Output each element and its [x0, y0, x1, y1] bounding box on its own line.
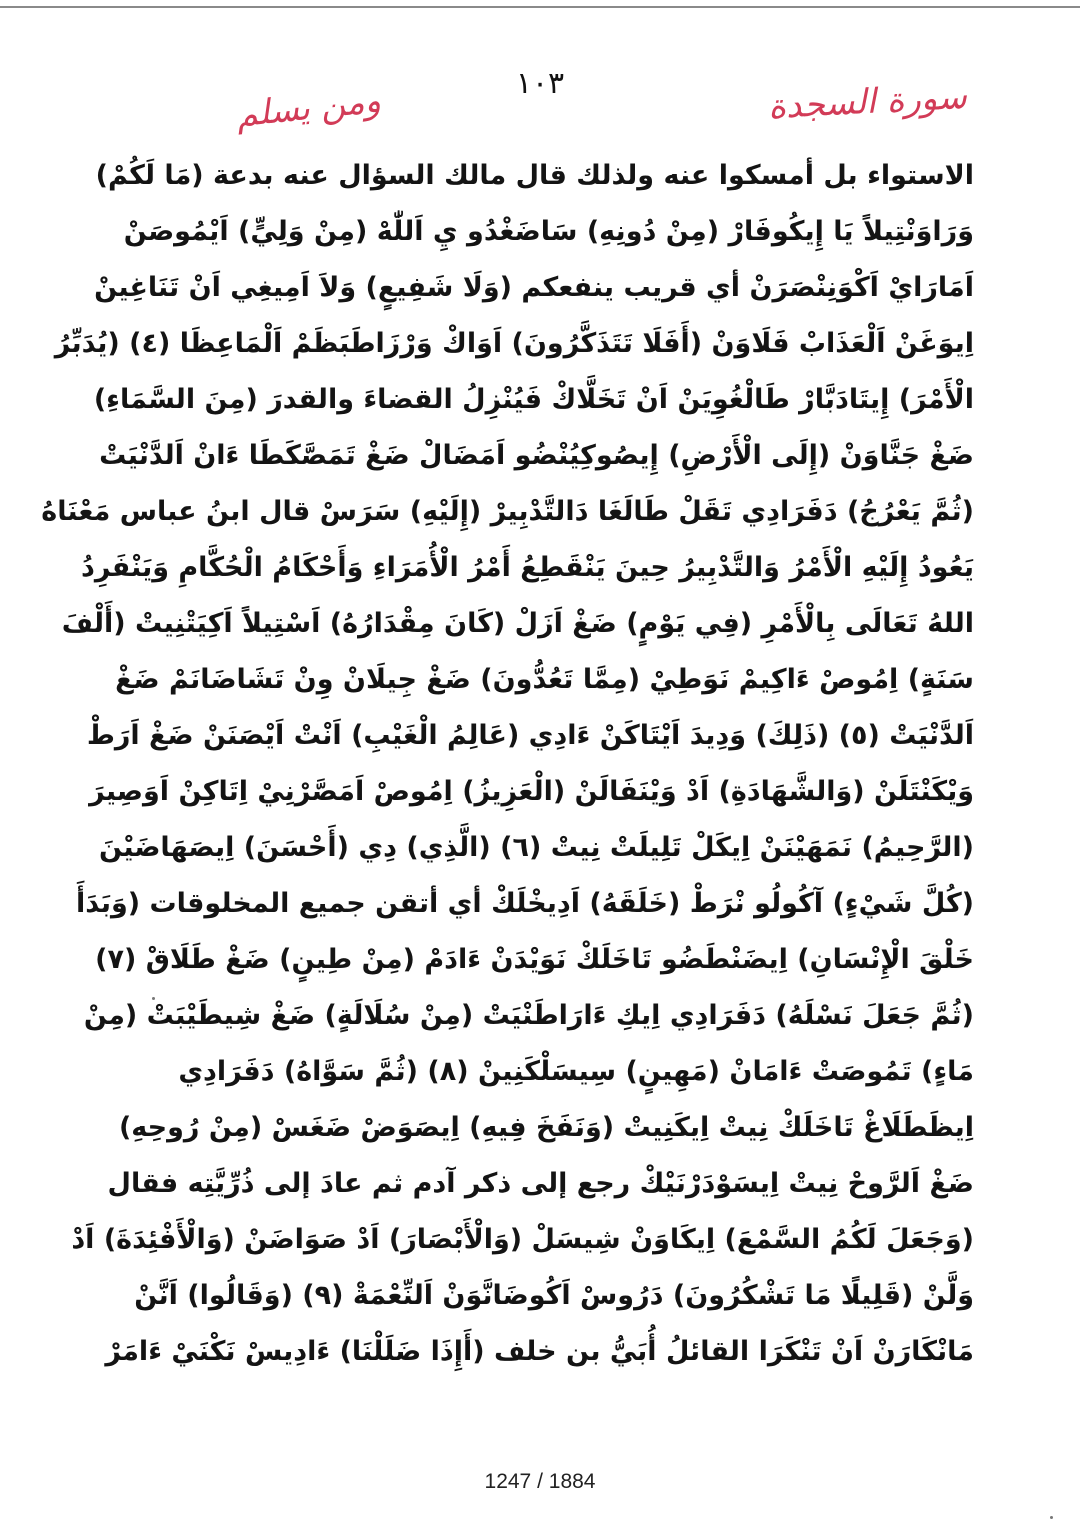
text-line: سَنَةٍ) اِمُوصْ ءَاكِيمْ نَوَطِيْ (مِمَّا تَعُدُّونَ) ضَغْ جِيلَانْ وِنْ تَشَاضَانَمْ ضَغْ	[115, 664, 974, 695]
scan-speck	[1050, 1516, 1053, 1519]
page-number: ١٠٣	[515, 66, 565, 101]
text-line: مَاءٍ) تَمُوصَتْ ءَامَانْ (مَهِينٍ) سِيسَلْكَنِينْ (٨) (ثُمَّ سَوَّاهُ) دَفَرَادِي	[178, 1056, 974, 1087]
text-line: وَلَّنْ (قَلِيلًا مَا تَشْكُرُونَ) دَرُوسْ اَكُوضَانَّوَنْ اَلنِّعْمَةْ (٩) (وَقَالُوا) اَنَّنْ	[134, 1280, 974, 1311]
text-line: وَرَاوَنْتِيلاً يَا إِيكُوفَارْ (مِنْ دُونِهِ) سَاضَغْدُو يِ اَللّٰهْ (مِنْ وَلِيٍّ) اَيْمُوصَنْ	[123, 216, 974, 247]
text-line: يَعُودُ إِلَيْهِ الْأَمْرُ وَالتَّدْبِيرُ حِينَ يَنْقَطِعُ أَمْرُ الْأُمَرَاءِ وَأَحْكَامُ الْحُكَّامِ وَيَنْفَرِدُ	[80, 552, 974, 583]
text-line: (كُلَّ شَيْءٍ) آكُولُو نْرَطْ (خَلَقَهُ) اَدِيخْلَكْ أي أتقن جميع المخلوقات (وَبَدَأَ	[75, 888, 974, 919]
text-line: اللهُ تَعَالَى بِالْأَمْرِ (فِي يَوْمٍ) ضَغْ اَزَلْ (كَانَ مِقْدَارُهُ) اَسْتِيلاً اَكِيَتْنِيتْ (أَلْفَ	[61, 608, 974, 639]
handwritten-surah-title: سورة السجدة	[767, 76, 968, 128]
text-line: اَمَارَايْ اَكْوَنِنْصَرَنْ أي قريب ينفعكم (وَلَا شَفِيعٍ) وَلاَ اَمِيغِي اَنْ تَنَاغِينْ	[94, 272, 974, 303]
text-line: الاستواء بل أمسكوا عنه ولذلك قال مالك السؤال عنه بدعة (مَا لَكُمْ)	[95, 160, 974, 191]
text-line: اِيظَطَلَاغْ تَاخَلَكْ نِيتْ اِيكَنِيتْ (وَنَفَخَ فِيهِ) اِيصَوَضْ ضَغَسْ (مِنْ رُوحِهِ)	[118, 1112, 974, 1143]
text-line: وَيْكَنْتَلَنْ (وَالشَّهَادَةِ) اَدْ وَيْنَفَالَنْ (الْعَزِيزُ) اِمُوصْ اَمَصَّرْنِيْ اِتَاكِنْ اَوَصِيرَ	[89, 776, 974, 807]
handwritten-note-left: ومن يسلم	[234, 80, 383, 136]
text-line: خَلْقَ الْإِنْسَانِ) اِيضَنْطَضُو تَاخَلَكْ نَوَيْدَنْ ءَادَمْ (مِنْ طِينٍ) ضَغْ طَلَاقْ (٧)	[95, 944, 974, 975]
reader-page-indicator	[485, 1470, 596, 1494]
tafsir-text-block	[41, 148, 974, 1380]
text-line: ضَغْ جَنَّاوَنْ (إِلَى الْأَرْضِ) إِيصُوكِيُنْضُو اَمَضَالْ ضَغْ تَمَصَّكَطَا ءَانْ اَلدَّنْيَتْ	[99, 440, 974, 471]
text-line: ضَغْ اَلرَّوحْ نِيتْ اِيسَوْدَرْنَيْكْ رجع إلى ذكر آدم ثم عادَ إلى ذُرِّيَّتِه فقال	[107, 1168, 974, 1199]
text-line: مَانْكَارَنْ اَنْ تَنْكَرَا القائلُ أُبَيُّ بن خلف (أَإِذَا ضَلَلْنَا) ءَادِيسْ نَكْنَيْ ءَامَرْ	[105, 1336, 974, 1367]
current-page-number: 1247	[484, 1470, 532, 1493]
text-line: الْأَمْرَ) إِيتَادَبَّارْ طَالْغُوِيَنْ اَنْ تَخَلَّاكْ فَيُنْزِلُ القضاءَ والقدرَ (مِنَ السَّمَاءِ)	[93, 384, 974, 415]
total-page-count: 1884	[548, 1470, 596, 1493]
scan-speck	[152, 997, 155, 1000]
text-line: (الرَّحِيمُ) نَمَهَيْنَنْ اِيكَلْ تَلِيلَتْ نِيتْ (٦) (الَّذِي) دِي (أَحْسَنَ) اِيصَهَاضَيْنَ	[99, 832, 974, 863]
text-line: (ثُمَّ جَعَلَ نَسْلَهُ) دَفَرَادِي اِيكِ ءَارَاطَنْيَتْ (مِنْ سُلَالَةٍ) ضَغْ شِيطَيْبَتْ (مِنْ	[83, 1000, 974, 1031]
text-line: اَلدَّنْيَتْ (٥) (ذَلِكَ) وَدِيدَ اَيْتَاكَنْ ءَادِي (عَالِمُ الْغَيْبِ) اَنْتْ اَيْصَنَنْ ضَغْ اَرَطْ	[86, 720, 974, 751]
text-line: اِيوَغَنْ اَلْعَذَابْ فَلَاوَنْ (أَفَلَا تَتَذَكَّرُونَ) اَوَاكْ وَرْزَاطَبَظَمْ اَلْمَاعِظَا (٤) (يُدَبِّرُ	[54, 328, 974, 359]
top-border-line	[0, 6, 1080, 8]
text-line: (ثُمَّ يَعْرُجُ) دَفَرَادِي تَقَلْ طَالَغَا دَالتَّدْبِيرْ (إِلَيْهِ) سَرَسْ قال ابنُ عباس مَعْنَاهُ	[41, 496, 974, 527]
page-separator: /	[537, 1470, 543, 1493]
text-line: (وَجَعَلَ لَكُمُ السَّمْعَ) اِيكَاوَنْ شِيسَلْ (وَالْأَبْصَارَ) اَدْ صَوَاضَنْ (وَالْأَفْئِدَةَ) اَدْ	[71, 1224, 974, 1255]
